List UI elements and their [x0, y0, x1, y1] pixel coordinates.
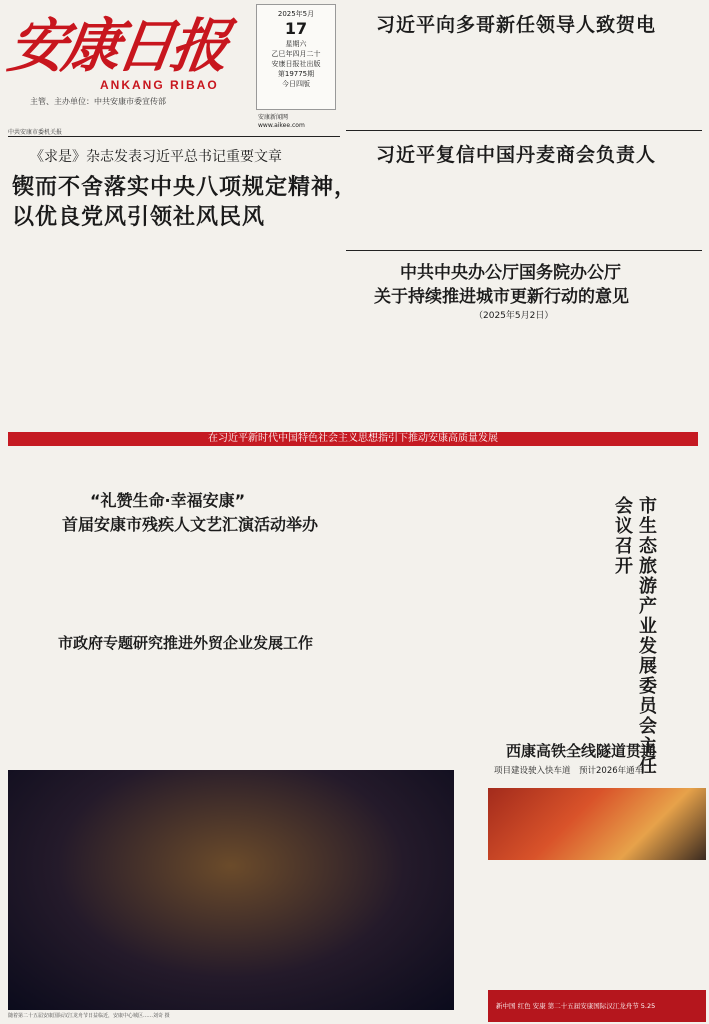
date-issue-number: 第19775期 [277, 70, 315, 78]
tunnel-photo [488, 788, 706, 860]
top-story-1-title[interactable]: 习近平向多哥新任领导人致贺电 [376, 14, 657, 36]
urban-subtitle: （2025年5月2日） [474, 311, 554, 321]
date-publisher: 安康日报社出版 [271, 60, 321, 68]
website-link[interactable]: www.aikee.com [258, 122, 305, 129]
urban-title-line1[interactable]: 中共中央办公厅国务院办公厅 [400, 263, 621, 283]
qiushi-title-line1[interactable]: 锲而不舍落实中央八项规定精神， [12, 175, 358, 200]
masthead-english: ANKANG RIBAO [100, 78, 219, 92]
disabled-art-body [12, 540, 472, 620]
dragon-boat-ad[interactable] [488, 990, 706, 1022]
trade-body [12, 660, 472, 764]
lantern-festival-photo [8, 770, 454, 1010]
top-story-2-title[interactable]: 习近平复信中国丹麦商会负责人 [376, 144, 657, 166]
tunnel-body [488, 864, 706, 986]
publisher-line: 中共安康市委机关报 [8, 129, 63, 136]
section-banner: 在习近平新时代中国特色社会主义思想指引下推动安康高质量发展 [8, 432, 698, 446]
masthead-rule [8, 136, 340, 137]
urban-title-line2[interactable]: 关于持续推进城市更新行动的意见 [374, 287, 629, 307]
date-day: 17 [284, 19, 308, 38]
date-year-month: 2025年5月 [277, 10, 315, 18]
eco-title[interactable]: 市生态旅游产业发展委员会主任会议召开 [612, 496, 657, 776]
divider [346, 130, 702, 131]
site-name: 安康新闻网 [258, 114, 289, 121]
top-story-2-body [350, 172, 702, 244]
tunnel-title[interactable]: 西康高铁全线隧道贯通 [506, 742, 657, 760]
tunnel-subtitle: 项目建设驶入快车道 预计2026年通车 [494, 766, 644, 776]
urban-body [350, 326, 702, 426]
divider [346, 250, 702, 251]
date-lunar: 乙巳年四月二十 [271, 50, 321, 58]
disabled-art-title-line2[interactable]: 首届安康市残疾人文艺汇演活动举办 [62, 515, 319, 534]
ad-text: 新中国 红色 安康 第二十五届安康国际汉江龙舟节 5.25 [496, 1002, 656, 1010]
qiushi-kicker[interactable]: 《求是》杂志发表习近平总书记重要文章 [30, 149, 282, 165]
date-weekday: 星期六 [285, 40, 307, 48]
trade-title[interactable]: 市政府专题研究推进外贸企业发展工作 [58, 634, 314, 652]
qiushi-body [12, 238, 340, 424]
masthead-sponsor: 主管、主办单位：中共安康市委宣传部 [30, 97, 166, 106]
eco-body [480, 476, 606, 772]
top-story-1-body [350, 42, 702, 126]
date-box [256, 4, 336, 110]
date-pages: 今日四版 [282, 80, 310, 88]
photo-caption: 随着第二十五届安康国际汉江龙舟节日益临近，安康中心城区……刘奇 摄 [8, 1013, 170, 1019]
masthead-logo: 安康日报 [4, 12, 230, 80]
qiushi-title-line2[interactable]: 以优良党风引领社风民风 [12, 205, 266, 230]
disabled-art-title-line1[interactable]: “礼赞生命·幸福安康” [90, 491, 246, 510]
